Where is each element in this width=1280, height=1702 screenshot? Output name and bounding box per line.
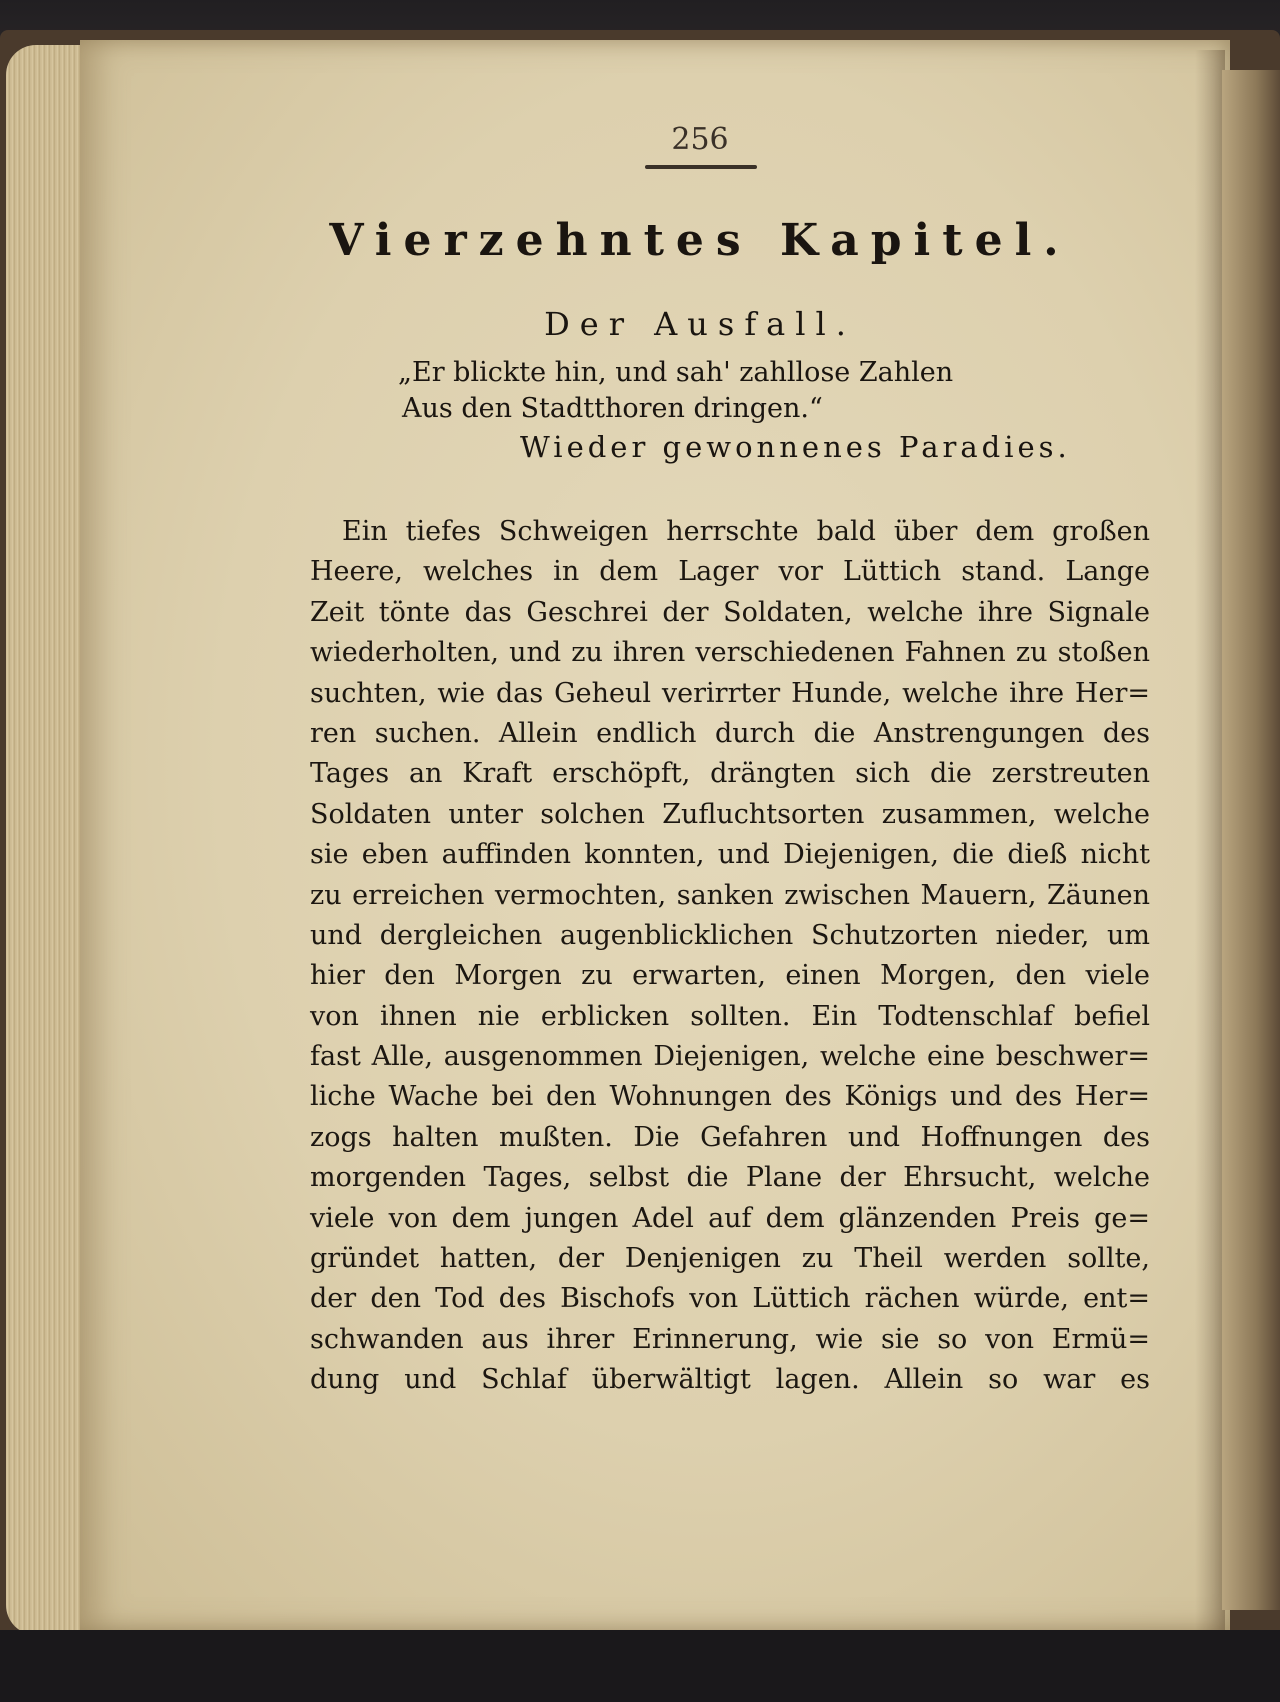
text-line: viele von dem jungen Adel auf dem glänzenden Preis ge=: [310, 1202, 1150, 1234]
text-line: sie eben auffinden konnten, und Diejenigen, die dieß nicht: [310, 839, 1150, 871]
text-line: fast Alle, ausgenommen Diejenigen, welche eine beschwer=: [310, 1041, 1150, 1073]
chapter-subtitle: Der Ausfall.: [544, 305, 856, 343]
chapter-title: Vierzehntes Kapitel.: [329, 215, 1071, 266]
epigraph-source: Wieder gewonnenes Paradies.: [520, 430, 1071, 464]
text-line: hier den Morgen zu erwarten, einen Morgen, den viele: [310, 960, 1150, 992]
text-line: Ein tiefes Schweigen herrschte bald über dem großen: [342, 516, 1150, 547]
text-line: morgenden Tages, selbst die Plane der Ehrsucht, welche: [310, 1162, 1150, 1194]
text-line: und dergleichen augenblicklichen Schutzorten nieder, um: [310, 919, 1150, 951]
text-line: Soldaten unter solchen Zufluchtsorten zusammen, welche: [310, 798, 1150, 830]
text-line: zogs halten mußten. Die Gefahren und Hoffnungen des: [310, 1121, 1150, 1153]
text-line: suchten, wie das Geheul verirrter Hunde, welche ihre Her=: [310, 677, 1150, 709]
text-line: von ihnen nie erblicken sollten. Ein Todtenschlaf befiel: [310, 1000, 1150, 1032]
gutter-shadow: [1195, 50, 1225, 1630]
text-line: Zeit tönte das Geschrei der Soldaten, welche ihre Signale: [310, 596, 1150, 628]
text-line: Tages an Kraft erschöpft, drängten sich die zerstreuten: [310, 758, 1150, 790]
epigraph-line: „Er blickte hin, und sah' zahllose Zahlen: [398, 357, 954, 388]
epigraph-line: Aus den Stadtthoren dringen.“: [402, 393, 823, 424]
text-line: wiederholten, und zu ihren verschiedenen Fahnen zu stoßen: [310, 637, 1150, 669]
text-line: zu erreichen vermochten, sanken zwischen Mauern, Zäunen: [310, 879, 1150, 911]
text-line: ren suchen. Allein endlich durch die Anstrengungen des: [310, 717, 1150, 749]
body-text: [310, 512, 1150, 1401]
page-number: 256: [671, 122, 729, 157]
text-line: schwanden aus ihrer Erinnerung, wie sie so von Ermü=: [310, 1323, 1150, 1355]
backdrop-bottom: [0, 1630, 1280, 1702]
page-number-rule: [645, 165, 757, 169]
text-line: Heere, welches in dem Lager vor Lüttich stand. Lange: [310, 556, 1150, 588]
right-page-edge: [1222, 70, 1280, 1610]
text-line: der den Tod des Bischofs von Lüttich rächen würde, ent=: [310, 1283, 1150, 1315]
epigraph: [398, 355, 1038, 427]
text-line: liche Wache bei den Wohnungen des Königs und des Her=: [310, 1081, 1150, 1113]
text-line: gründet hatten, der Denjenigen zu Theil werden sollte,: [310, 1243, 1150, 1275]
text-line: dung und Schlaf überwältigt lagen. Allein so war es: [310, 1364, 1150, 1396]
